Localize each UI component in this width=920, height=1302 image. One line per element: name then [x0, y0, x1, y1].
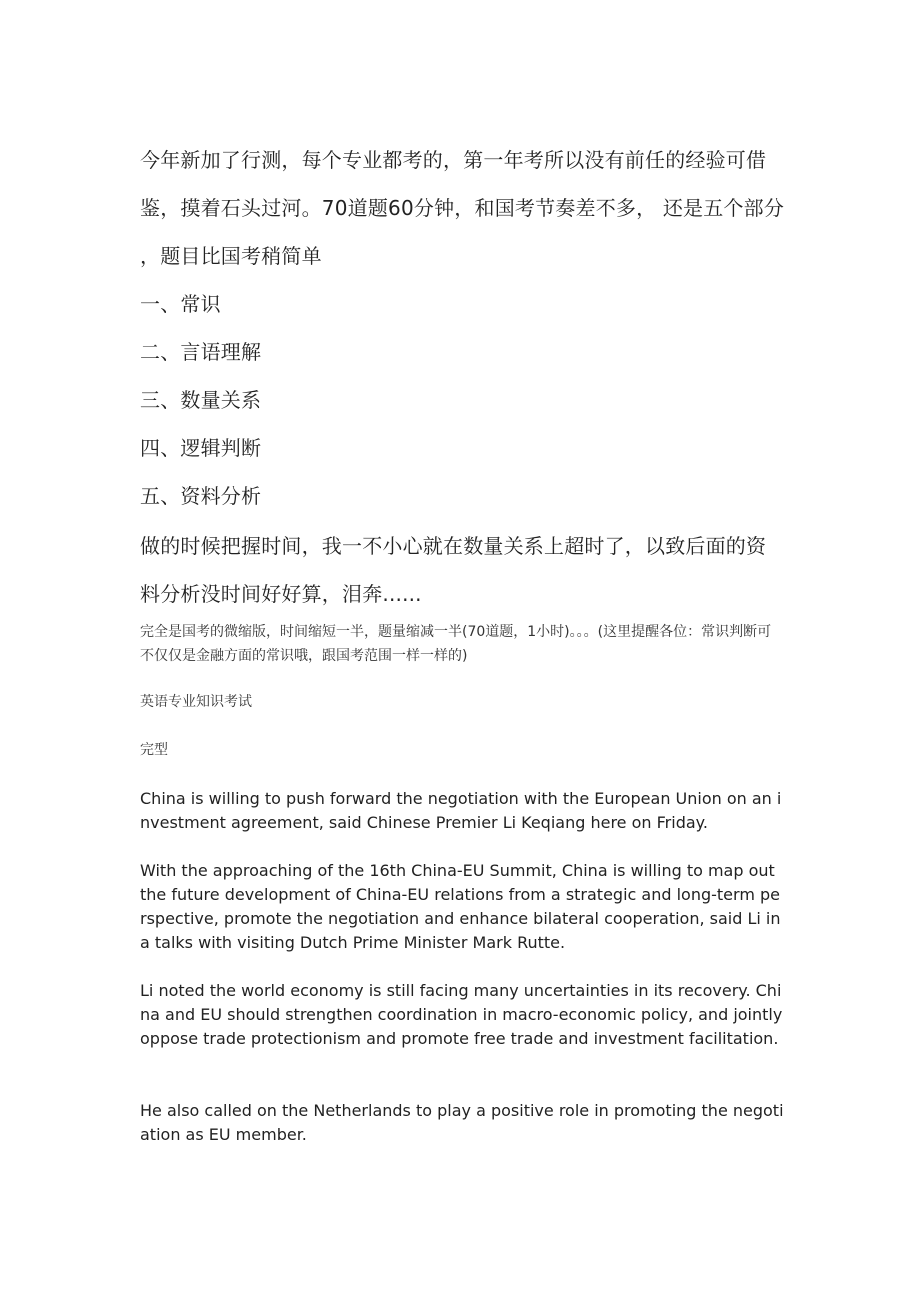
- english-paragraph-3: Li noted the world economy is still facing many uncertainties in its recovery. China and EU should strengthen coordination in macro-economic policy, and jointly oppose trade protectionism and promote free trade and investment facilitation.: [140, 981, 783, 1048]
- section-item-2: 二、言语理解: [140, 340, 262, 364]
- english-exam-heading: 英语专业知识考试: [140, 694, 252, 710]
- section-item-4: 四、逻辑判断: [140, 436, 262, 460]
- section-item-1: 一、常识: [140, 292, 221, 316]
- english-paragraph-4: He also called on the Netherlands to play a positive role in promoting the negotiation as EU member.: [140, 1101, 784, 1144]
- section-item-5: 五、资料分析: [140, 484, 262, 508]
- intro-paragraph: 今年新加了行测，每个专业都考的，第一年考所以没有前任的经验可借鉴，摸着石头过河。70道题60分钟，和国考节奏差不多， 还是五个部分 ，题目比国考稍简单: [140, 148, 785, 268]
- section-item-3: 三、数量关系: [140, 388, 262, 412]
- reflection-paragraph: 做的时候把握时间，我一不小心就在数量关系上超时了，以致后面的资料分析没时间好好算，泪奔......: [140, 534, 767, 606]
- english-paragraph-2: With the approaching of the 16th China-EU Summit, China is willing to map out the future development of China-EU relations from a strategic and long-term perspective, promote the negotiation and enhance bilateral cooperation, said Li in a talks with visiting Dutch Prime Minister Mark Rutte.: [140, 861, 781, 952]
- cloze-label: 完型: [140, 742, 168, 758]
- english-paragraph-1: China is willing to push forward the negotiation with the European Union on an investment agreement, said Chinese Premier Li Keqiang here on Friday.: [140, 789, 782, 832]
- note-paragraph: 完全是国考的微缩版，时间缩短一半，题量缩减一半(70道题，1小时)。。。(这里提醒各位：常识判断可不仅仅是金融方面的常识哦，跟国考范围一样一样的): [140, 624, 772, 664]
